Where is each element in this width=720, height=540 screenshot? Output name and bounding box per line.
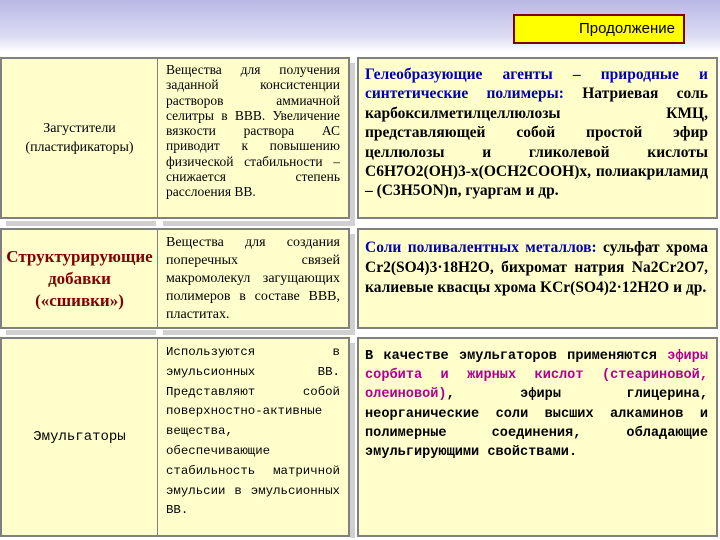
row1-example-body: Натриевая соль карбоксилметилцеллюлозы КМЦ, представляющей собой простой эфир целлюлозы и гликолевой кислоты C6H7O2(OH)3-x(OCH2COOH)x, полиакриламид – (C3H5ON)n, гуаргам и др. — [365, 85, 708, 200]
row3-example-cell — [357, 337, 718, 537]
row1-category-cell — [0, 57, 157, 219]
row3-example-highlight: эфиры сорбита и жирных кислот (стеариновой, олеиновой) — [365, 349, 708, 403]
row2-description-cell — [157, 228, 350, 329]
shadow — [350, 63, 355, 223]
row1-description: Вещества для получения заданной консистенции растворов аммиачной селитры в ВВВ. Увеличение вязкости раствора АС приводит к повышению физической стабильности – снижается степень расслоения ВВ. — [166, 62, 340, 200]
shadow — [6, 330, 156, 335]
row1-category: Загустители (пластификаторы) — [25, 121, 134, 155]
row3-example-body: , эфиры глицерина, неорганические соли высших алкаминов и полимерные соединения, обладающие эмульгирующими свойствами. — [365, 387, 708, 461]
row2-category-cell — [0, 228, 157, 329]
row1-example — [359, 59, 716, 205]
row1-description-cell — [157, 57, 350, 219]
row1-example-prefix: Гелеобразующие агенты – природные и синтетические полимеры: — [365, 66, 708, 103]
row3-description-cell — [157, 337, 350, 537]
row2-example-prefix: Соли поливалентных металлов: — [365, 239, 597, 256]
shadow — [350, 343, 355, 538]
row3-description: Используются в эмульсионных ВВ. Представляют собой поверхностно-активные вещества, обеспечивающие стабильность матричной эмульсии в эмульсионных ВВ. — [166, 345, 340, 518]
row2-category: Структурирующие добавки («сшивки») — [6, 246, 153, 310]
row3-example-prefix: В качестве эмульгаторов применяются — [365, 349, 657, 364]
row3-category: Эмульгаторы — [33, 429, 126, 445]
shadow — [6, 221, 156, 226]
shadow — [163, 221, 355, 226]
row3-example — [359, 339, 716, 466]
row2-description: Вещества для создания поперечных связей макромолекул загущающих полимеров в составе ВВВ, пластитах. — [166, 235, 340, 322]
shadow — [350, 234, 355, 331]
row1-example-cell — [357, 57, 718, 219]
row3-category-cell — [0, 337, 157, 537]
continue-badge: Продолжение — [513, 14, 685, 44]
row2-example-body: сульфат хрома Cr2(SO4)3·18H2O, бихромат натрия Na2Cr2O7, калиевые квасцы хрома KCr(SO4)2·12H2O и др. — [365, 239, 709, 296]
row2-example — [359, 230, 716, 301]
shadow — [163, 330, 355, 335]
row2-example-cell — [357, 228, 718, 329]
